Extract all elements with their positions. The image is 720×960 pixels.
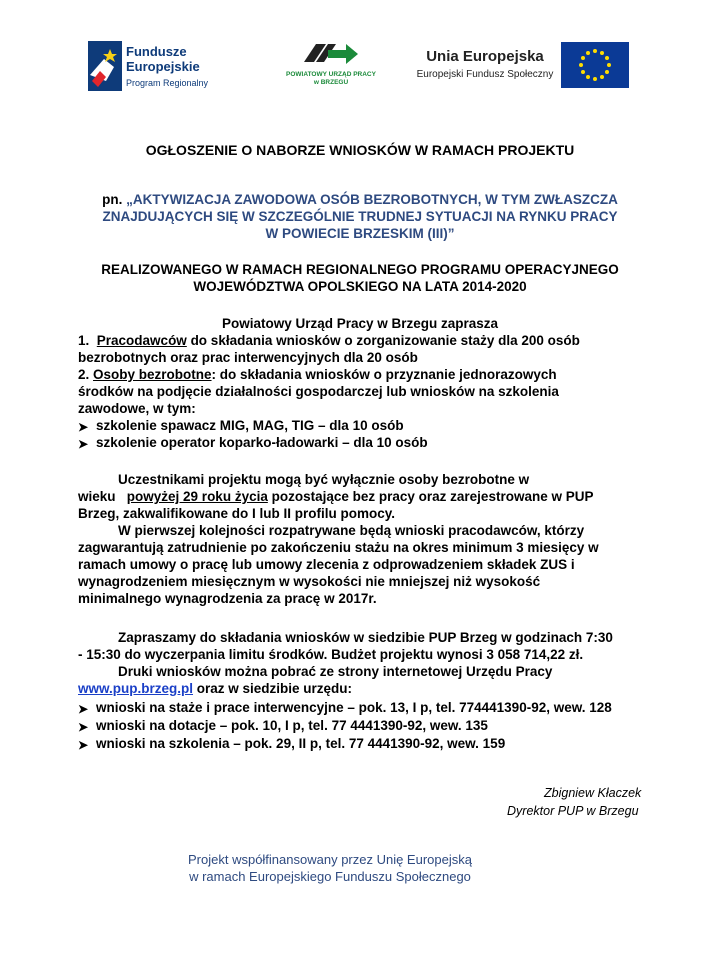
para2-line2: zagwarantują zatrudnienie po zakończeniu stażu na okres minimum 3 miesięcy w	[78, 540, 599, 555]
footer-line1: Projekt współfinansowany przez Unię Europejską	[188, 852, 472, 867]
pup-name-line1: POWIATOWY URZĄD PRACY	[286, 71, 376, 78]
ue-name: Unia Europejska	[426, 48, 544, 65]
para2-line1: W pierwszej kolejności rozpatrywane będą wnioski pracodawców, którzy	[118, 523, 585, 538]
signature-name: Zbigniew Kłaczek	[544, 786, 642, 800]
program-line2: WOJEWÓDZTWA OPOLSKIEGO NA LATA 2014-2020	[193, 279, 527, 294]
project-name-line2: ZNAJDUJĄCYCH SIĘ W SZCZEGÓLNIE TRUDNEJ SYTUACJI NA RYNKU PRACY	[102, 209, 618, 224]
pup-name-line2: w BRZEGU	[313, 79, 349, 86]
para3-line3: Druki wniosków można pobrać ze strony internetowej Urzędu Pracy	[118, 664, 553, 679]
announcement-heading: OGŁOSZENIE O NABORZE WNIOSKÓW W RAMACH PROJEKTU	[145, 142, 575, 158]
item1-number: 1.	[78, 333, 90, 348]
para3-line1: Zapraszamy do składania wniosków w siedzibie PUP Brzeg w godzinach 7:30	[118, 630, 613, 645]
para1-age-condition: powyżej 29 roku życia	[126, 489, 268, 504]
footer-line2: w ramach Europejskiego Funduszu Społecznego	[189, 869, 471, 884]
signature-title: Dyrektor PUP w Brzegu	[507, 804, 639, 818]
project-title-line1: „AKTYWIZACJA ZAWODOWA OSÓB BEZROBOTNYCH, W TYM ZWŁASZCZA	[126, 192, 618, 207]
para1-line2	[78, 489, 593, 504]
item2-underlined: Osoby bezrobotne	[93, 367, 212, 382]
contact-item: wnioski na dotacje – pok. 10, I p, tel. 77 4441390-92, wew. 135	[96, 718, 488, 733]
contact-item: wnioski na szkolenia – pok. 29, II p, tel. 77 4441390-92, wew. 159	[96, 736, 506, 751]
arrow-bullet-icon: ➤	[78, 437, 89, 451]
unia-europejska-logo	[411, 40, 633, 96]
fe-name-line2: Europejskie	[126, 59, 200, 74]
arrow-bullet-icon: ➤	[78, 420, 89, 434]
arrow-bullet-icon: ➤	[78, 702, 89, 716]
arrow-bullet-icon: ➤	[78, 738, 89, 752]
para3-line2: - 15:30 do wyczerpania limitu środków. Budżet projektu wynosi 3 058 714,22 zł.	[78, 647, 584, 662]
project-name-line1	[0, 192, 720, 207]
para3-line4	[78, 681, 352, 696]
pup-brzeg-logo	[283, 40, 379, 96]
para1-age-prefix: wieku	[78, 489, 116, 504]
program-line1: REALIZOWANEGO W RAMACH REGIONALNEGO PROGRAMU OPERACYJNEGO	[101, 262, 619, 277]
project-name-line3: W POWIECIE BRZESKIM (III)”	[265, 226, 455, 241]
arrow-bullet-icon: ➤	[78, 720, 89, 734]
para1-line2-rest: pozostające bez pracy oraz zarejestrowane w PUP	[267, 489, 594, 504]
para1-line3: Brzeg, zakwalifikowane do I lub II profilu pomocy.	[78, 506, 396, 521]
item1-line1	[78, 333, 580, 348]
ue-fund-name: Europejski Fundusz Społeczny	[416, 69, 554, 80]
item2-number: 2.	[78, 367, 90, 382]
fe-program: Program Regionalny	[126, 78, 209, 88]
item2-line1	[78, 367, 557, 382]
contact-item: wnioski na staże i prace interwencyjne – pok. 13, I p, tel. 774441390-92, wew. 128	[96, 700, 612, 715]
training-item: szkolenie spawacz MIG, MAG, TIG – dla 10 osób	[96, 418, 404, 433]
pup-arrows-icon	[302, 40, 360, 68]
fe-flag-icon	[88, 41, 122, 91]
item1-underlined: Pracodawców	[96, 333, 187, 348]
training-item: szkolenie operator koparko-ładowarki – dla 10 osób	[96, 435, 428, 450]
para2-line5: minimalnego wynagrodzenia za pracę w 2017r.	[78, 591, 377, 606]
para1-line1: Uczestnikami projektu mogą być wyłącznie osoby bezrobotne w	[118, 472, 530, 487]
item2-line3: zawodowe, w tym:	[78, 401, 196, 416]
eu-flag-icon	[561, 42, 629, 88]
invite-text: Powiatowy Urząd Pracy w Brzegu zaprasza	[221, 316, 499, 331]
fundusze-europejskie-logo	[86, 38, 226, 96]
para2-line3: ramach umowy o pracę lub umowy zlecenia z odprowadzeniem składek ZUS i	[78, 557, 575, 572]
item2-line2: środków na podjęcie działalności gospodarczej lub wniosków na szkolenia	[78, 384, 559, 399]
para3-line4-rest: oraz w siedzibie urzędu:	[193, 681, 353, 696]
pup-website-link[interactable]: www.pup.brzeg.pl	[78, 681, 193, 696]
item1-line2: bezrobotnych oraz prac interwencyjnych dla 20 osób	[78, 350, 418, 365]
fe-name-line1: Fundusze	[126, 44, 187, 59]
item2-rest: : do składania wniosków o przyznanie jednorazowych	[211, 367, 557, 382]
para2-line4: wynagrodzeniem miesięcznym w wysokości nie mniejszej niż wysokość	[78, 574, 541, 589]
item1-rest: do składania wniosków o zorganizowanie staży dla 200 osób	[186, 333, 580, 348]
project-prefix: pn.	[102, 192, 123, 207]
